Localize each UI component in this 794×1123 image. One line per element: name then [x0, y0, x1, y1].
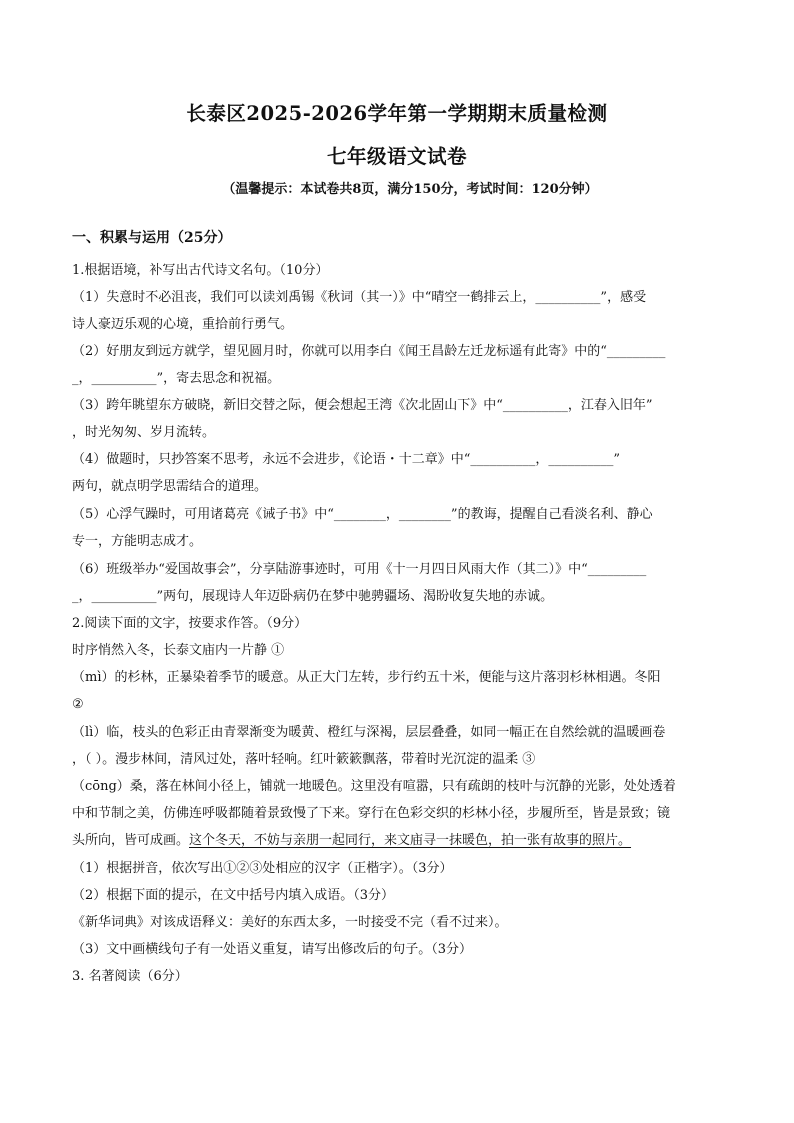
question-1-heading: 1.根据语境，补写出古代诗文名句。（10分）	[72, 263, 329, 278]
exam-tip: （温馨提示：本试卷共8页，满分150分，考试时间：120分钟）	[222, 182, 598, 197]
question-1-6-line1: （6）班级举办“爱国故事会”，分享陆游事迹时，可用《十一月四日风雨大作（其二）》中“_________	[72, 562, 647, 577]
passage-line-text: 头所向，皆可成画。	[72, 833, 190, 848]
question-1-1-line2: 诗人豪迈乐观的心境，重拾前行勇气。	[72, 317, 294, 332]
passage-line: 时序悄然入冬，长泰文庙内一片静 ①	[72, 643, 285, 658]
passage-line-last	[72, 832, 631, 850]
question-1-1-line1: （1）失意时不必沮丧，我们可以读刘禹锡《秋词（其一）》中“晴空一鹤排云上，__________”，感受	[72, 290, 647, 305]
question-2-2: （2）根据下面的提示，在文中括号内填入成语。（3分）	[72, 888, 395, 903]
question-1-6-line2: _，__________”两句，展现诗人年迈卧病仍在梦中驰骋疆场、渴盼收复失地的赤诚。	[72, 589, 554, 604]
question-2-1: （1）根据拼音，依次写出①②③处相应的汉字（正楷字）。（3分）	[72, 861, 453, 876]
question-2-heading: 2.阅读下面的文字，按要求作答。（9分）	[72, 616, 308, 631]
question-1-5-line1: （5）心浮气躁时，可用诸葛亮《诫子书》中“________，________”的教诲，提醒自己看淡名利、静心	[72, 507, 653, 522]
section-heading: 一、积累与运用（25分）	[72, 230, 232, 246]
passage-line: （cōng）桑，落在林间小径上，铺就一地暖色。这里没有喧嚣，只有疏朗的枝叶与沉静的光影，处处透着	[72, 779, 676, 794]
question-3-heading: 3. 名著阅读（6分）	[72, 969, 188, 984]
passage-line: ，（ ）。漫步林间，清风过处，落叶轻响。红叶簌簌飘落，带着时光沉淀的温柔 ③	[72, 752, 536, 767]
underlined-sentence: 这个冬天，不妨与亲朋一起同行，来文庙寻一抹暖色，拍一张有故事的照片。	[189, 833, 632, 848]
exam-subtitle: 七年级语文试卷	[326, 145, 467, 168]
question-1-2-line1: （2）好朋友到远方就学，望见圆月时，你就可以用李白《闻王昌龄左迁龙标遥有此寄》中的“_________	[72, 344, 666, 359]
question-1-4-line1: （4）做题时，只抄答案不思考，永远不会进步，《论语・十二章》中“__________，__________”	[72, 452, 621, 467]
passage-line: （lì）临，枝头的色彩正由青翠渐变为暖黄、橙红与深褐，层层叠叠，如同一幅正在自然绘就的温暖画卷	[72, 725, 666, 740]
question-1-2-line2: _，__________”，寄去思念和祝福。	[72, 371, 281, 386]
question-1-3-line1: （3）跨年眺望东方破晓，新旧交替之际，便会想起王湾《次北固山下》中“__________，江春入旧年”	[72, 398, 653, 413]
passage-line: （mì）的杉林，正暴染着季节的暖意。从正大门左转，步行约五十米，便能与这片落羽杉林相遇。冬阳	[72, 670, 661, 685]
idiom-definition: 《新华词典》对该成语释义：美好的东西太多，一时接受不完（看不过来）。	[72, 915, 508, 930]
passage-line: 中和节制之美，仿佛连呼吸都随着景致慢了下来。穿行在色彩交织的杉林小径，步履所至，皆是景致；镜	[72, 806, 671, 821]
exam-title: 长泰区2025-2026学年第一学期期末质量检测	[186, 102, 608, 125]
question-1-3-line2: ，时光匆匆、岁月流转。	[72, 425, 216, 440]
question-1-5-line2: 专一，方能明志成才。	[72, 534, 203, 549]
question-1-4-line2: 两句，就点明学思需结合的道理。	[72, 479, 268, 494]
question-2-3: （3）文中画横线句子有一处语义重复，请写出修改后的句子。（3分）	[72, 942, 473, 957]
passage-line: ②	[72, 697, 84, 712]
